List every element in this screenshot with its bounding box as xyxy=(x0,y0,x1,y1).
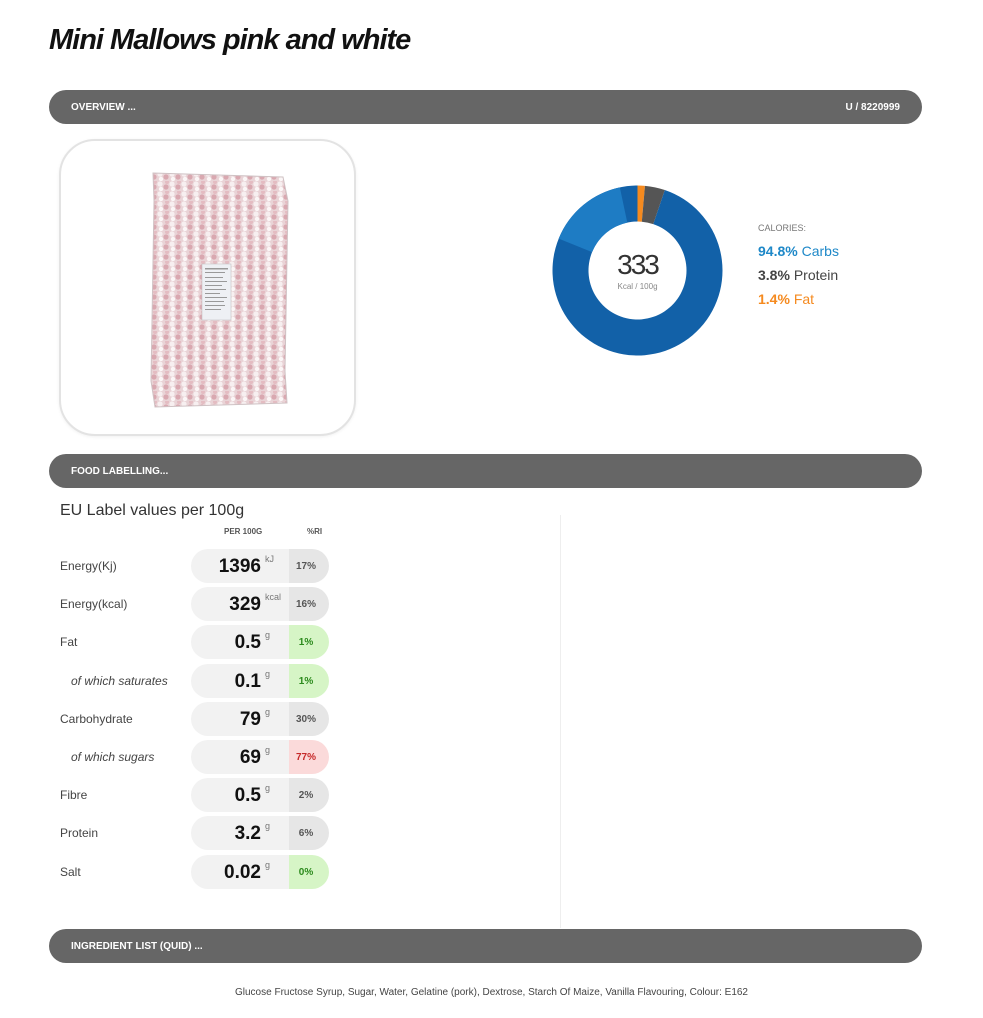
nutrient-value-cell xyxy=(191,702,289,736)
nutrient-label: Salt xyxy=(60,865,81,879)
nutrient-label: Fat xyxy=(60,635,78,649)
nutrient-label: Carbohydrate xyxy=(60,712,133,726)
nutrient-value-cell xyxy=(191,587,289,621)
ri-percent-badge: 2% xyxy=(289,778,329,812)
ingredient-list-section-header[interactable] xyxy=(49,929,922,963)
nutrient-value-cell xyxy=(191,740,289,774)
nutrient-value: 79 xyxy=(239,709,261,730)
table-row xyxy=(0,587,560,621)
nutrient-unit: g xyxy=(265,630,271,640)
nutrient-value: 0.5 xyxy=(234,785,261,806)
product-image-frame[interactable] xyxy=(59,139,356,436)
column-divider xyxy=(560,515,561,928)
nutrient-unit: g xyxy=(265,860,271,870)
ri-percent-badge: 77% xyxy=(289,740,329,774)
nutrient-value-cell xyxy=(191,778,289,812)
nutrient-unit: g xyxy=(265,669,271,679)
calories-donut-chart xyxy=(552,185,723,356)
table-row xyxy=(0,549,560,583)
nutrient-value: 1396 xyxy=(218,556,261,577)
legend-fat-pct: 1.4% xyxy=(758,291,790,307)
nutrient-unit: g xyxy=(265,707,271,717)
table-row xyxy=(0,778,560,812)
nutrient-unit: kcal xyxy=(265,592,282,602)
legend-protein-pct: 3.8% xyxy=(758,267,790,283)
nutrient-unit: g xyxy=(265,783,271,793)
donut-center xyxy=(552,185,723,356)
page-title: Mini Mallows pink and white xyxy=(49,24,411,56)
nutrient-label: of which sugars xyxy=(71,750,155,764)
product-image xyxy=(61,141,356,436)
legend-carbs-pct: 94.8% xyxy=(758,243,798,259)
nutrient-label: Protein xyxy=(60,826,99,840)
nutrient-value: 3.2 xyxy=(234,823,261,844)
legend-protein xyxy=(758,267,839,283)
calories-value: 333 xyxy=(617,249,658,280)
legend-fat xyxy=(758,291,839,307)
nutrient-label: Fibre xyxy=(60,788,88,802)
ri-percent-badge: 0% xyxy=(289,855,329,889)
nutrient-unit: kJ xyxy=(265,554,274,564)
nutrient-value-cell xyxy=(191,625,289,659)
nutrient-value-cell xyxy=(191,816,289,850)
food-labelling-heading: FOOD LABELLING... xyxy=(71,465,169,477)
legend-carbs-label: Carbs xyxy=(801,243,839,259)
nutrient-label: Energy(kcal) xyxy=(60,597,128,611)
calories-legend xyxy=(758,223,839,315)
nutrient-value: 329 xyxy=(229,594,261,615)
table-row xyxy=(0,816,560,850)
nutrient-label: Energy(Kj) xyxy=(60,559,117,573)
ri-percent-badge: 16% xyxy=(289,587,329,621)
nutrient-value-cell xyxy=(191,549,289,583)
per-100g-column-header: PER 100G xyxy=(224,527,263,536)
ingredient-list-text: Glucose Fructose Syrup, Sugar, Water, Gelatine (pork), Dextrose, Starch Of Maize, Vanilla Flavouring, Colour: E162 xyxy=(235,987,748,998)
food-labelling-section-header[interactable] xyxy=(49,454,922,488)
table-row xyxy=(0,625,560,659)
overview-heading: OVERVIEW ... xyxy=(71,101,136,113)
nutrient-value-cell xyxy=(191,855,289,889)
ri-percent-badge: 17% xyxy=(289,549,329,583)
nutrient-value: 0.1 xyxy=(234,671,261,692)
ri-percent-badge: 30% xyxy=(289,702,329,736)
ri-percent-badge: 6% xyxy=(289,816,329,850)
legend-carbs xyxy=(758,243,839,259)
nutrient-label: of which saturates xyxy=(71,674,168,688)
nutrient-value: 0.5 xyxy=(234,632,261,653)
legend-fat-label: Fat xyxy=(793,291,815,307)
calories-heading: CALORIES: xyxy=(758,223,807,233)
table-row xyxy=(0,664,560,698)
eu-label-title: EU Label values per 100g xyxy=(60,502,245,519)
overview-section-header[interactable] xyxy=(49,90,922,124)
ri-percent-badge: 1% xyxy=(289,625,329,659)
ri-percent-badge: 1% xyxy=(289,664,329,698)
nutrient-value: 0.02 xyxy=(224,862,261,883)
ri-column-header: %RI xyxy=(307,527,323,536)
nutrient-value-cell xyxy=(191,664,289,698)
nutrient-unit: g xyxy=(265,821,271,831)
table-row xyxy=(0,855,560,889)
nutrient-unit: g xyxy=(265,745,271,755)
ingredient-list-heading: INGREDIENT LIST (QUID) ... xyxy=(71,940,203,952)
table-row xyxy=(0,740,560,774)
legend-protein-label: Protein xyxy=(793,267,839,283)
product-code: U / 8220999 xyxy=(845,101,900,113)
table-row xyxy=(0,702,560,736)
nutrient-value: 69 xyxy=(239,747,261,768)
calories-unit: Kcal / 100g xyxy=(617,282,658,291)
